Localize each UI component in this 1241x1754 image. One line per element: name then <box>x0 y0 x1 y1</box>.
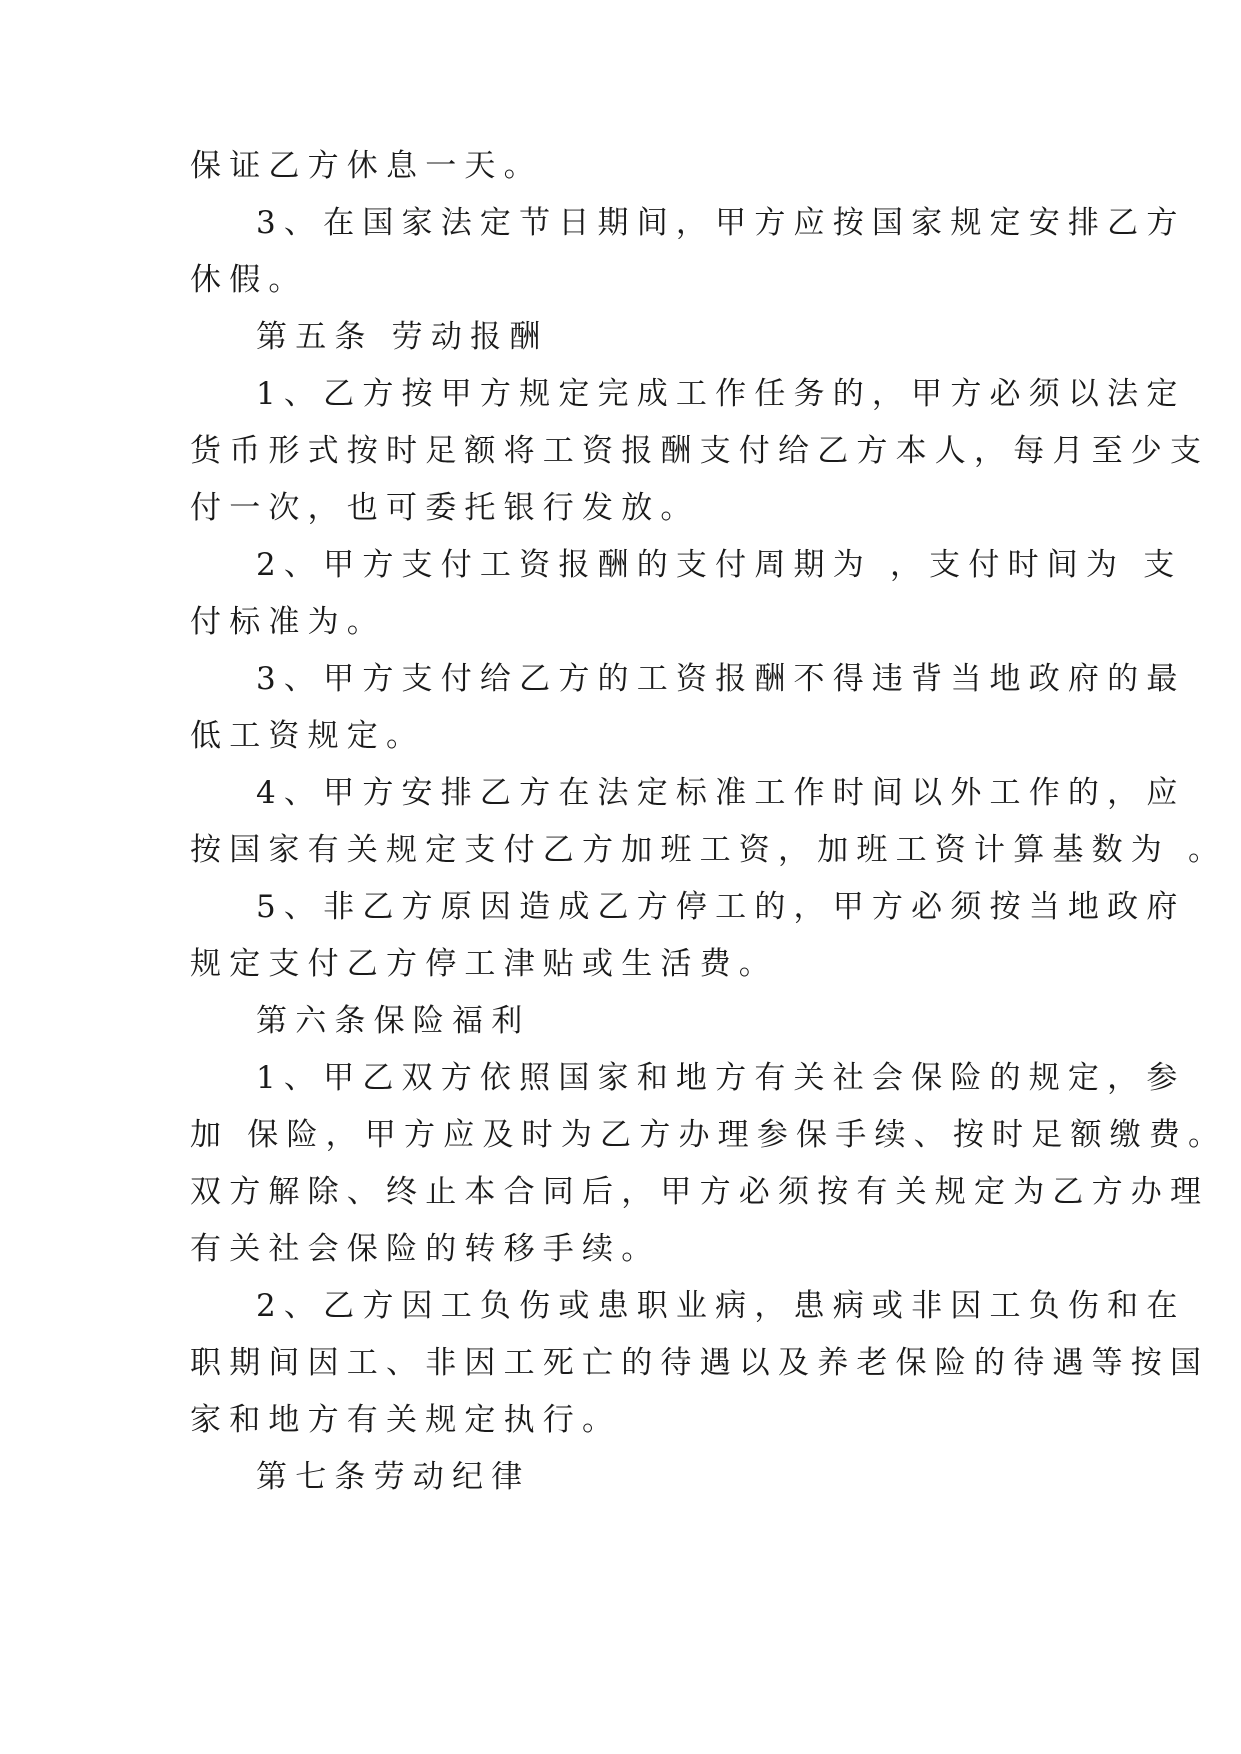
text-line: 2、乙方因工负伤或患职业病，患病或非因工负伤和在 <box>256 1288 1186 1324</box>
text-line: 1、乙方按甲方规定完成工作任务的，甲方必须以法定 <box>256 376 1186 412</box>
text-line: 3、在国家法定节日期间，甲方应按国家规定安排乙方 <box>256 205 1186 241</box>
text-line: 休假。 <box>190 262 308 298</box>
text-line: 双方解除、终止本合同后，甲方必须按有关规定为乙方办理 <box>190 1174 1210 1210</box>
text-line: 保证乙方休息一天。 <box>190 148 543 184</box>
text-line: 5、非乙方原因造成乙方停工的，甲方必须按当地政府 <box>256 889 1186 925</box>
text-line: 家和地方有关规定执行。 <box>190 1402 622 1438</box>
text-line: 低工资规定。 <box>190 718 426 754</box>
text-line: 加 保险，甲方应及时为乙方办理参保手续、按时足额缴费。 <box>190 1117 1228 1153</box>
section-heading: 第七条劳动纪律 <box>256 1459 531 1495</box>
text-line: 2、甲方支付工资报酬的支付周期为 ，支付时间为 支 <box>256 547 1183 583</box>
text-line: 3、甲方支付给乙方的工资报酬不得违背当地政府的最 <box>256 661 1186 697</box>
section-heading: 第六条保险福利 <box>256 1003 531 1039</box>
text-line: 货币形式按时足额将工资报酬支付给乙方本人，每月至少支 <box>190 433 1210 469</box>
text-line: 付一次，也可委托银行发放。 <box>190 490 700 526</box>
text-line: 有关社会保险的转移手续。 <box>190 1231 661 1267</box>
text-line: 4、甲方安排乙方在法定标准工作时间以外工作的，应 <box>256 775 1186 811</box>
text-line: 职期间因工、非因工死亡的待遇以及养老保险的待遇等按国 <box>190 1345 1210 1381</box>
text-line: 按国家有关规定支付乙方加班工资，加班工资计算基数为 。 <box>190 832 1228 868</box>
section-heading: 第五条 劳动报酬 <box>256 319 549 355</box>
text-line: 付标准为。 <box>190 604 386 640</box>
text-line: 1、甲乙双方依照国家和地方有关社会保险的规定，参 <box>256 1060 1186 1096</box>
text-line: 规定支付乙方停工津贴或生活费。 <box>190 946 778 982</box>
